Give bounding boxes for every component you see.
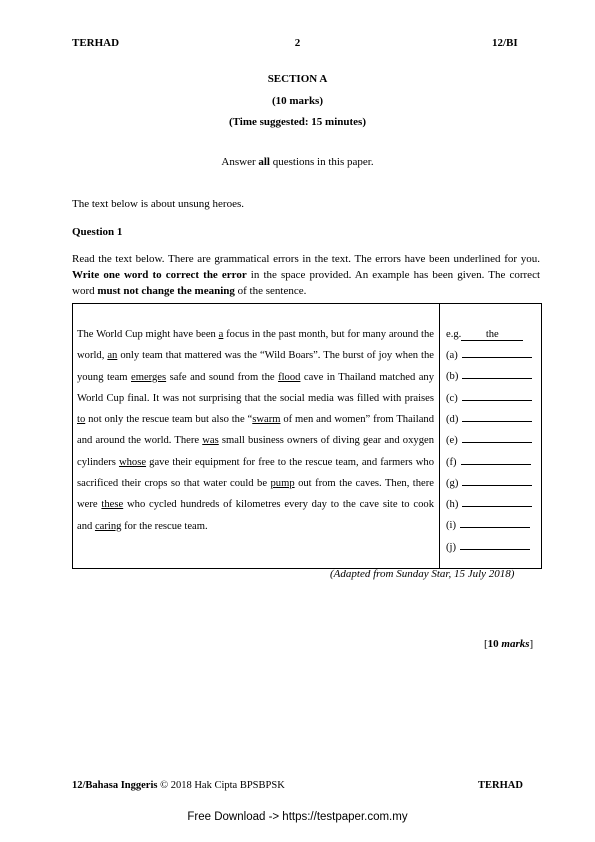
underlined-error-word: was bbox=[202, 435, 219, 447]
passage-segment: focus in the past month, but for many around the world, bbox=[77, 329, 434, 362]
passage-segment: cave in Thailand matched any World Cup final. It was not surprising that the social media was filled with praises bbox=[77, 371, 435, 404]
answer-row bbox=[446, 366, 532, 387]
section-time: (Time suggested: 15 minutes) bbox=[229, 116, 366, 128]
answer-row bbox=[446, 452, 531, 473]
header-left: TERHAD bbox=[72, 37, 120, 49]
underlined-error-word: whose bbox=[118, 456, 147, 468]
passage-segment: out from the caves. Then, there were bbox=[77, 478, 434, 511]
answer-row bbox=[446, 430, 532, 451]
underlined-error-word: pump bbox=[270, 478, 295, 490]
answer-row bbox=[446, 388, 532, 409]
answer-label: (b) bbox=[446, 371, 459, 383]
question-instructions: Read the text below. There are grammatical errors in the text. The errors have been underlined for you. Write one word to correct the error in the space provided. An example has been given. The correct word must not change the meaning of the sentence. bbox=[72, 253, 541, 297]
question-title: Question 1 bbox=[72, 226, 123, 238]
section-title: SECTION A bbox=[267, 73, 328, 85]
answer-row bbox=[446, 537, 530, 558]
answer-label: (c) bbox=[446, 392, 458, 404]
passage-segment: safe and sound from the bbox=[166, 371, 279, 383]
footer-left: 12/Bahasa Inggeris © 2018 Hak Cipta BPSBPSK bbox=[72, 780, 285, 791]
answer-label: (f) bbox=[446, 456, 457, 468]
passage-segment: for the rescue team. bbox=[121, 520, 208, 532]
header-right: 12/BI bbox=[492, 37, 518, 49]
answer-label: (e) bbox=[446, 435, 458, 447]
underlined-error-word: swarm bbox=[252, 414, 281, 426]
passage-segment: not only the rescue team but also the “ bbox=[85, 414, 253, 426]
answer-blank[interactable] bbox=[462, 409, 532, 422]
answer-blank[interactable] bbox=[462, 366, 532, 379]
answer-blank[interactable] bbox=[462, 388, 532, 401]
footer-right: TERHAD bbox=[478, 780, 523, 791]
passage-text bbox=[77, 324, 434, 537]
answer-label: (d) bbox=[446, 413, 459, 425]
column-divider bbox=[439, 303, 440, 569]
source-citation: (Adapted from Sunday Star, 15 July 2018) bbox=[330, 568, 515, 580]
passage-segment: only team that mattered was the “Wild Boars”. The burst of joy when the young team bbox=[77, 350, 434, 383]
passage-segment: of men and women” from Thailand and around the world. There bbox=[77, 414, 434, 447]
answer-blank[interactable] bbox=[460, 515, 530, 528]
answer-row bbox=[446, 494, 532, 515]
intro-text: The text below is about unsung heroes. bbox=[72, 198, 244, 210]
underlined-error-word: an bbox=[107, 350, 118, 362]
answer-blank[interactable] bbox=[461, 452, 531, 465]
answer-label: (j) bbox=[446, 541, 456, 553]
answer-blank[interactable] bbox=[462, 473, 532, 486]
passage-segment: who cycled hundreds of kilometres every day to the cave site to cook and bbox=[77, 499, 434, 532]
answer-blank[interactable] bbox=[462, 345, 532, 358]
example-answer-word: the bbox=[461, 329, 523, 341]
answer-row bbox=[446, 473, 532, 494]
answer-blank[interactable] bbox=[462, 494, 532, 507]
page-number: 2 bbox=[294, 37, 301, 49]
answer-label: (a) bbox=[446, 350, 458, 361]
answer-row bbox=[446, 409, 532, 430]
answer-row bbox=[446, 345, 532, 366]
passage-segment: small business owners of diving gear and oxygen cylinders bbox=[77, 435, 434, 468]
download-link[interactable]: Free Download -> https://testpaper.com.my bbox=[187, 811, 408, 823]
underlined-error-word: these bbox=[101, 499, 124, 511]
passage-segment: The World Cup might have been bbox=[77, 329, 219, 340]
answer-blank[interactable] bbox=[462, 430, 532, 443]
underlined-error-word: flood bbox=[278, 371, 301, 383]
answer-row bbox=[446, 515, 530, 536]
underlined-error-word: emerges bbox=[131, 371, 167, 383]
section-marks: (10 marks) bbox=[271, 95, 324, 107]
underlined-error-word: to bbox=[77, 414, 86, 426]
answer-label: (g) bbox=[446, 477, 459, 489]
example-answer: e.g. the bbox=[446, 324, 523, 345]
instruction: Answer all questions in this paper. bbox=[221, 156, 374, 168]
answer-blank[interactable] bbox=[460, 537, 530, 550]
underlined-error-word: a bbox=[218, 329, 224, 340]
marks-total: [10 marks] bbox=[484, 638, 534, 650]
answer-label: (i) bbox=[446, 520, 456, 532]
passage-segment: gave their equipment for free to the rescue team, and farmers who sacrificed their crops so that water could be bbox=[77, 456, 434, 490]
answer-label: (h) bbox=[446, 499, 459, 511]
underlined-error-word: caring bbox=[94, 520, 122, 532]
